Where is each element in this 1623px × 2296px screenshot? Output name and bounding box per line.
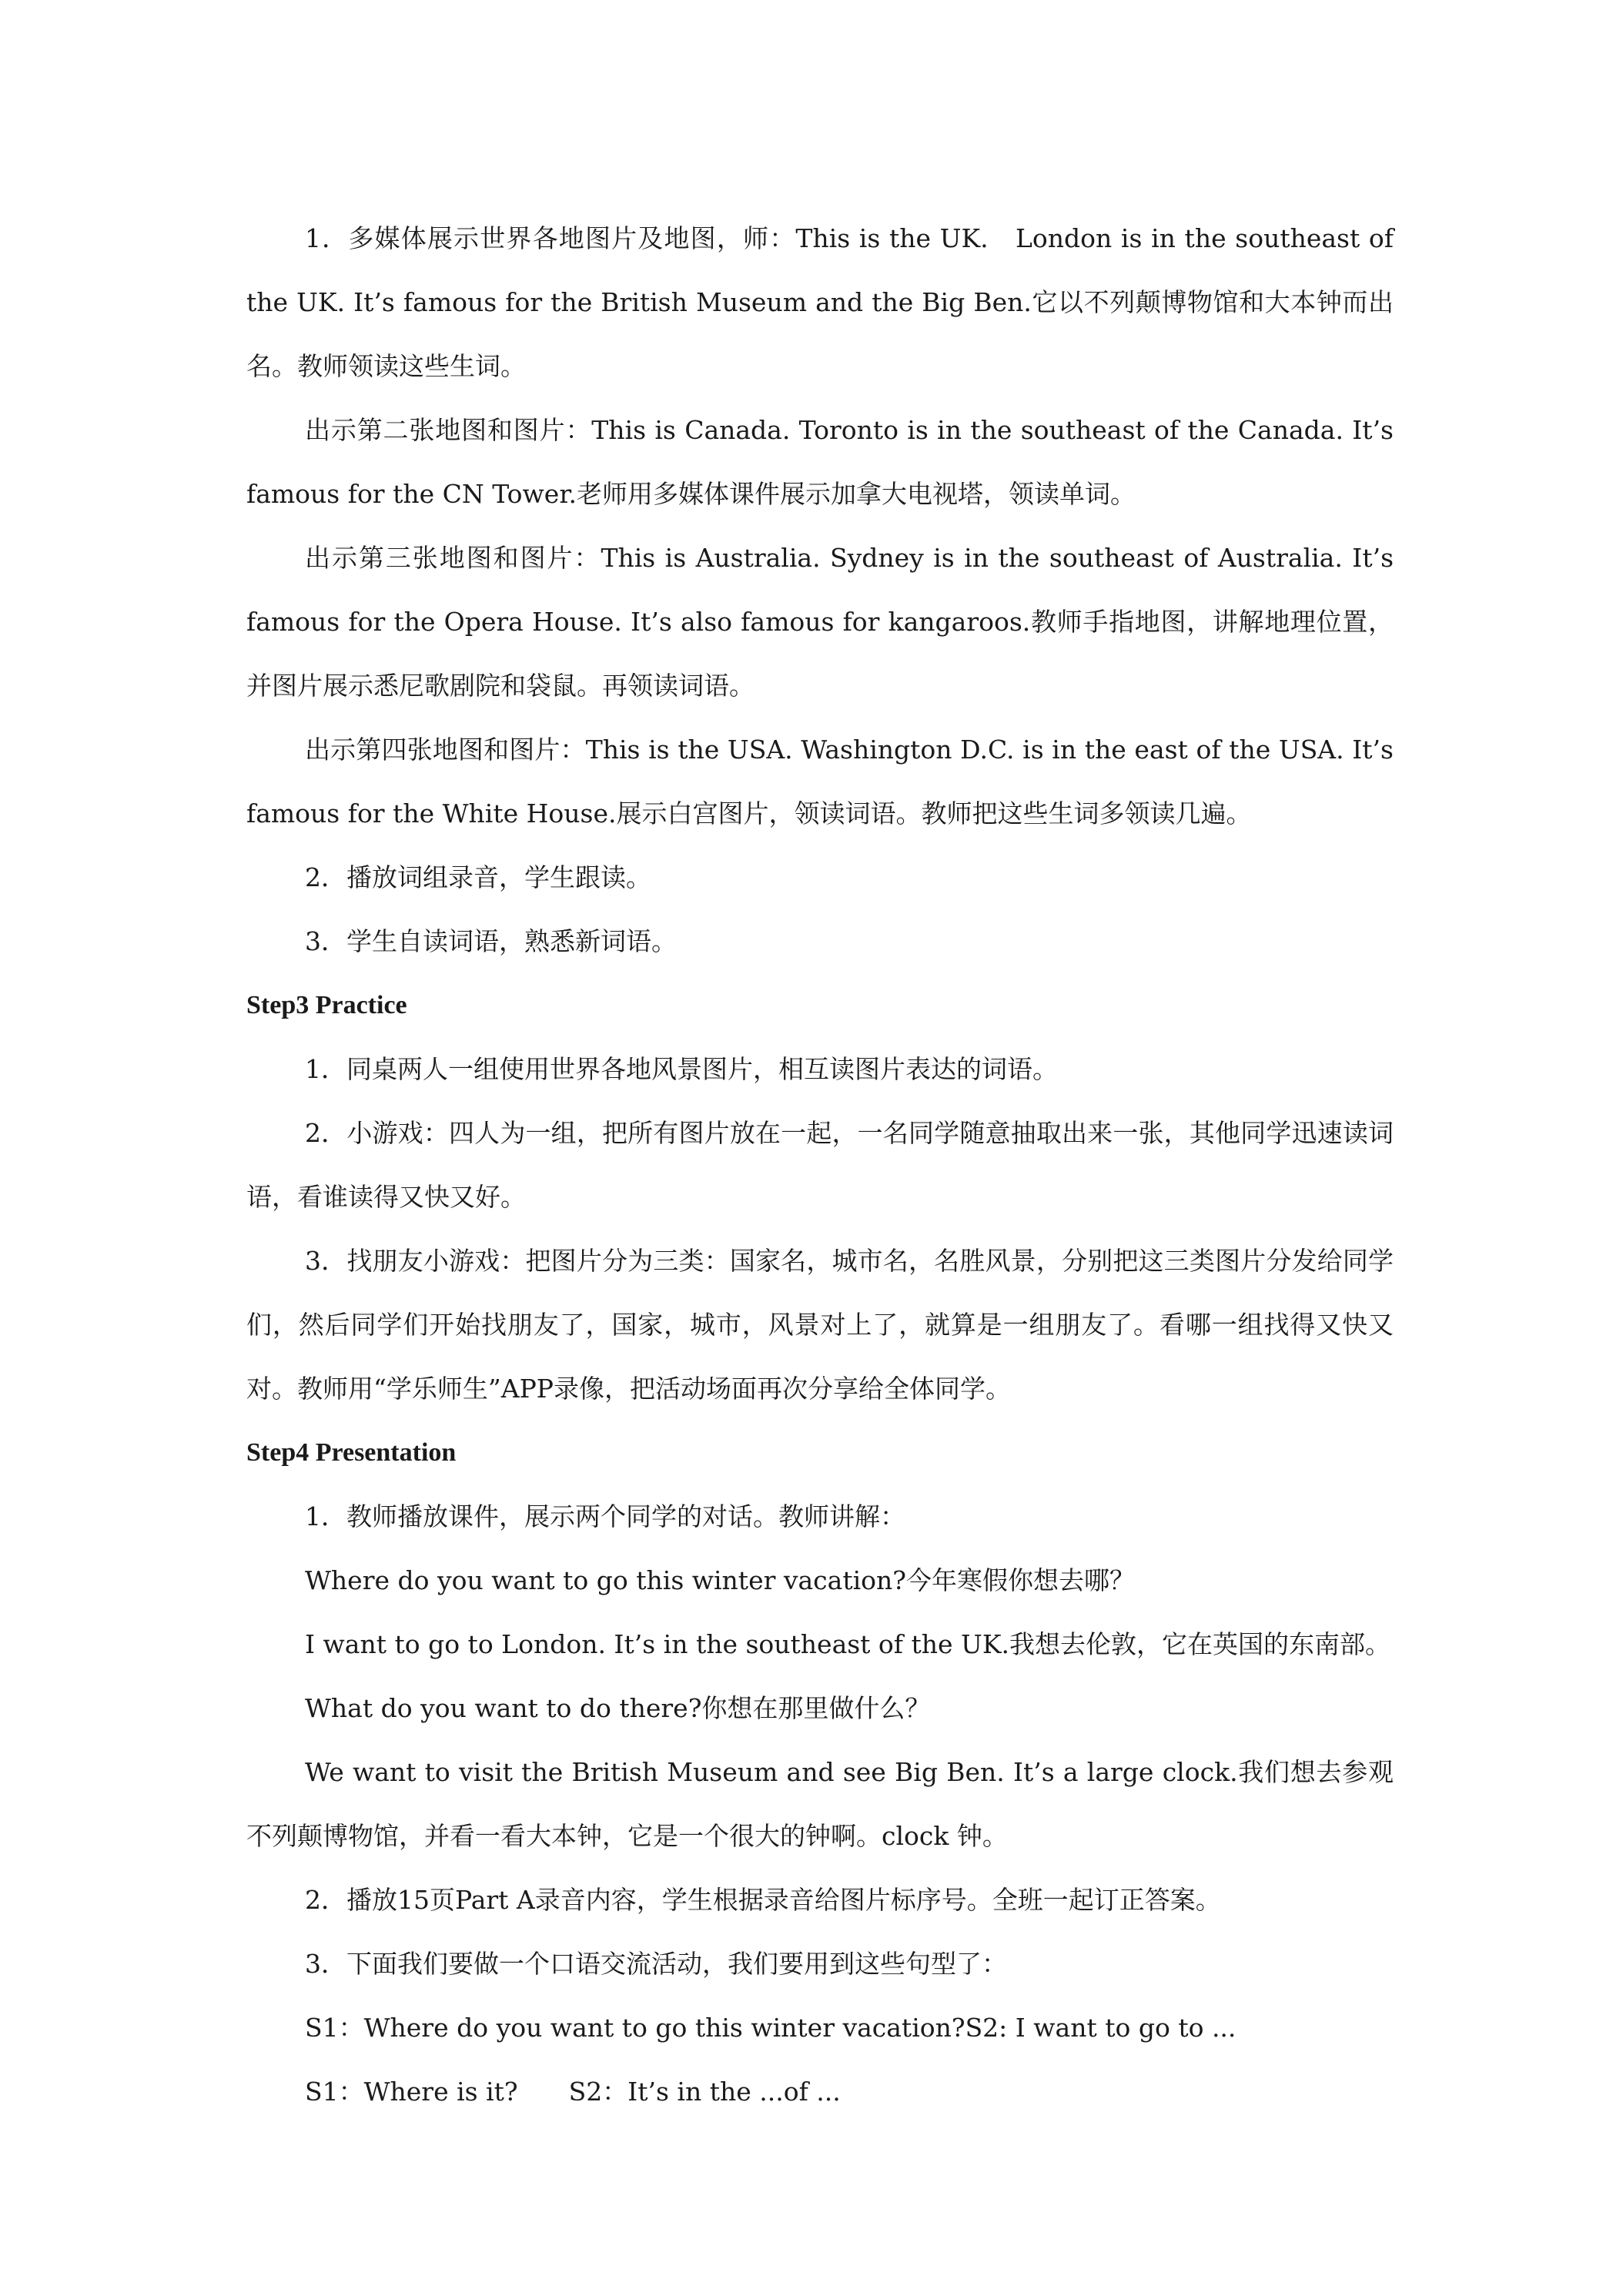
- step4-dialogue-2: I want to go to London. It’s in the southeast of the UK.我想去伦敦，它在英国的东南部。: [305, 1629, 1390, 1659]
- intro-paragraph-1: 1．多媒体展示世界各地图片及地图，师：This is the UK. London is in the southeast of the UK. It’s famous for the British Museum and the Big Ben.它以不列颠博物馆和大本钟而出名。教师领读这些生词。: [246, 223, 1394, 381]
- intro-paragraph-2: 出示第二张地图和图片：This is Canada. Toronto is in the southeast of the Canada. It’s famous for the CN Tower.老师用多媒体课件展示加拿大电视塔，领读单词。: [246, 415, 1394, 509]
- step4-pattern-2: S1：Where is it? S2：It’s in the ...of ...: [305, 2077, 841, 2107]
- step4-dialogue-3: What do you want to do there?你想在那里做什么？: [305, 1693, 931, 1723]
- step3-heading: Step3 Practice: [246, 991, 407, 1019]
- step4-paragraph-3: 3．下面我们要做一个口语交流活动，我们要用到这些句型了：: [305, 1949, 1007, 1979]
- step3-paragraph-2: 2．小游戏：四人为一组，把所有图片放在一起，一名同学随意抽取出来一张，其他同学迅速读词语，看谁读得又快又好。: [246, 1118, 1394, 1212]
- step4-dialogue-1: Where do you want to go this winter vacation?今年寒假你想去哪？: [305, 1565, 1135, 1595]
- step4-heading: Step4 Presentation: [246, 1438, 457, 1467]
- step3-paragraph-3: 3．找朋友小游戏：把图片分为三类：国家名，城市名，名胜风景，分别把这三类图片分发给同学们，然后同学们开始找朋友了，国家，城市，风景对上了，就算是一组朋友了。看哪一组找得又快又对。教师用“学乐师生”APP录像，把活动场面再次分享给全体同学。: [246, 1246, 1394, 1404]
- intro-paragraph-5: 2．播放词组录音，学生跟读。: [305, 862, 651, 892]
- step4-dialogue-4: We want to visit the British Museum and see Big Ben. It’s a large clock.我们想去参观不列颠博物馆，并看一看大本钟，它是一个很大的钟啊。clock 钟。: [246, 1757, 1394, 1851]
- step3-paragraph-1: 1．同桌两人一组使用世界各地风景图片，相互读图片表达的词语。: [305, 1054, 1058, 1084]
- step4-pattern-1: S1：Where do you want to go this winter vacation?S2: I want to go to ...: [305, 2013, 1236, 2043]
- intro-paragraph-4: 出示第四张地图和图片：This is the USA. Washington D.C. is in the east of the USA. It’s famous for the White House.展示白宫图片，领读词语。教师把这些生词多领读几遍。: [246, 735, 1394, 828]
- intro-paragraph-3: 出示第三张地图和图片：This is Australia. Sydney is in the southeast of Australia. It’s famous for the Opera House. It’s also famous for kangaroos.教师手指地图，讲解地理位置，并图片展示悉尼歌剧院和袋鼠。再领读词语。: [246, 543, 1394, 701]
- step4-paragraph-1: 1．教师播放课件，展示两个同学的对话。教师讲解：: [305, 1501, 905, 1531]
- step4-paragraph-2: 2．播放15页Part A录音内容，学生根据录音给图片标序号。全班一起订正答案。: [305, 1885, 1221, 1915]
- intro-paragraph-6: 3．学生自读词语，熟悉新词语。: [305, 926, 677, 956]
- document-page: [246, 206, 1394, 2124]
